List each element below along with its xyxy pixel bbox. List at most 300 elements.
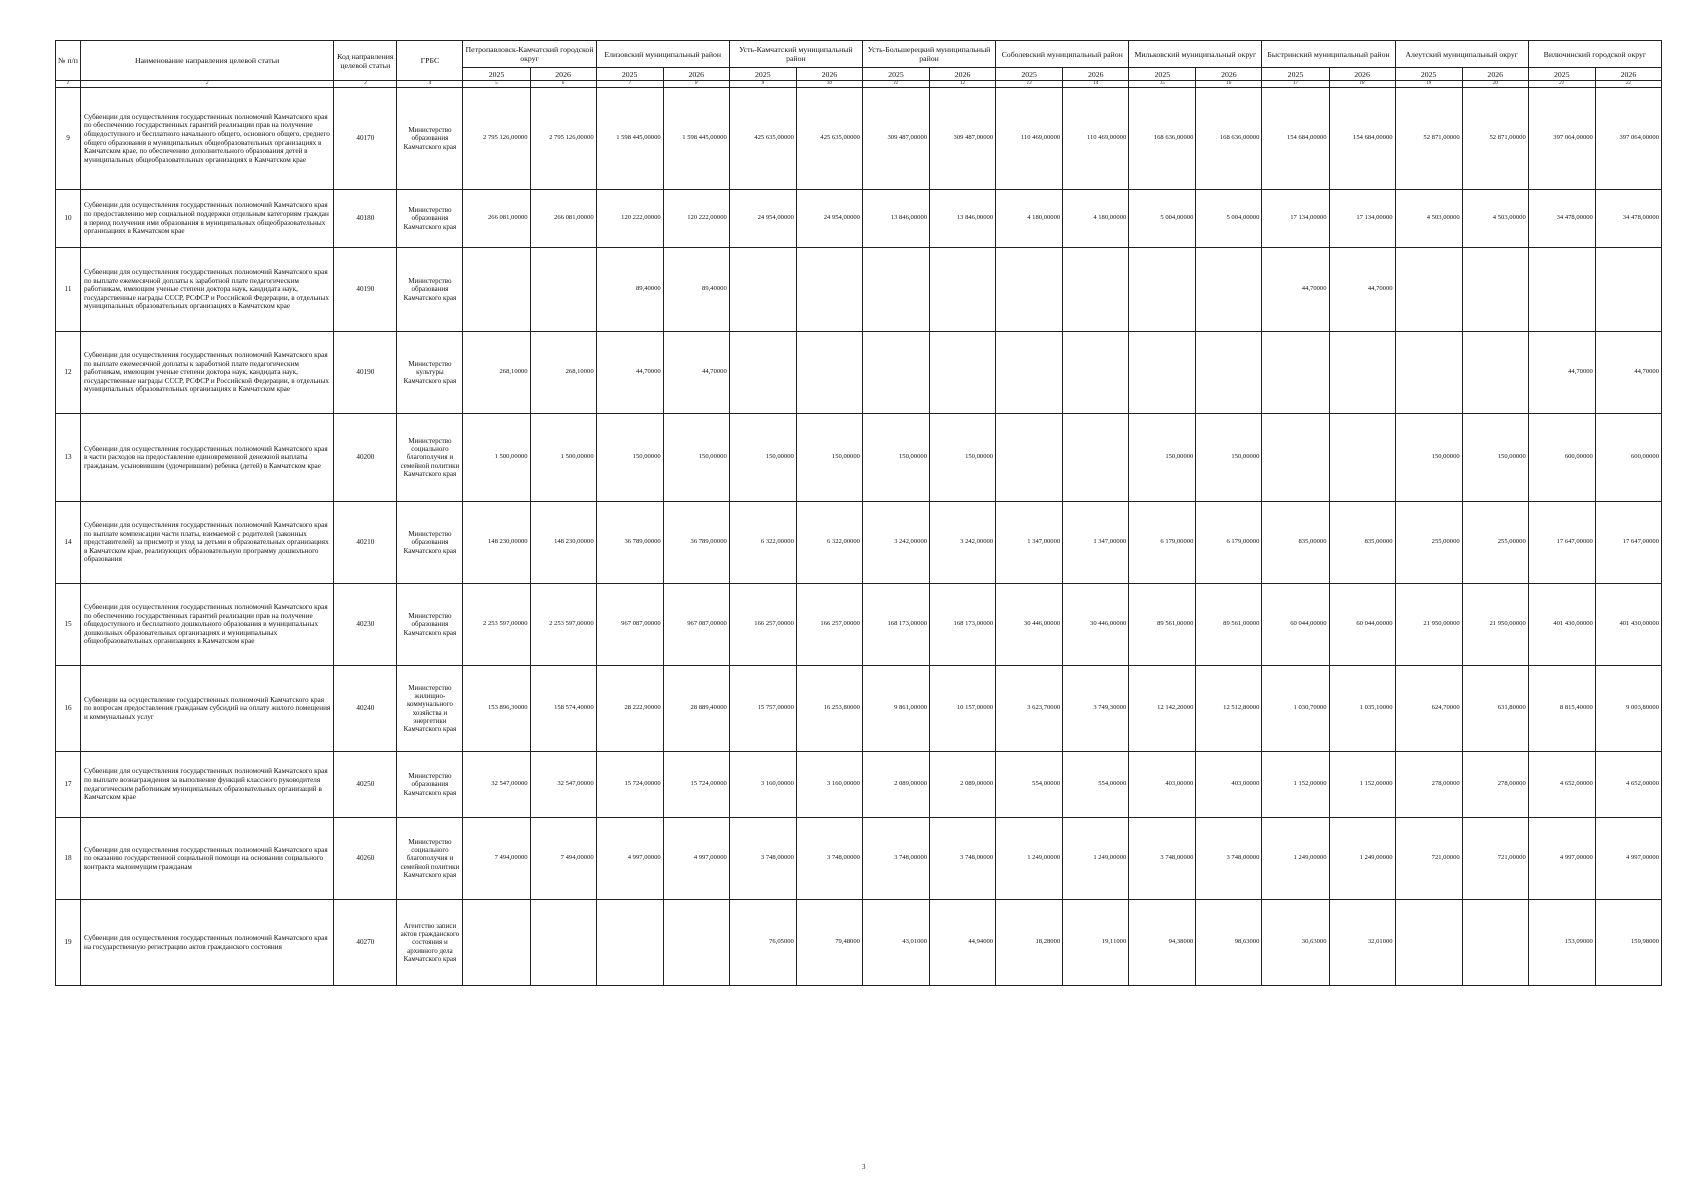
- value-cell: 3 748,00000: [796, 818, 862, 900]
- value-cell: 15 724,00000: [596, 752, 663, 818]
- value-cell: 21 950,00000: [1462, 584, 1528, 666]
- value-cell: 15 724,00000: [663, 752, 729, 818]
- row-name: Субвенции для осуществления государственных полномочий Камчатского края по обеспечению государственных гарантий реализации прав на получение общедоступного и бесплатного начального общего, основного общего, среднего общего образования в муниципальных общеобразовательных организациях в Камчатском крае, по обеспечению дополнительного образования детей в муниципальных общеобразовательных организациях в Камчатском крае: [81, 88, 334, 190]
- value-cell: 4 652,00000: [1595, 752, 1661, 818]
- year-header: 2025: [1129, 68, 1196, 81]
- value-cell: 153,09000: [1528, 900, 1595, 986]
- value-cell: [530, 248, 596, 332]
- table-row: [56, 248, 1662, 332]
- value-cell: [1129, 248, 1196, 332]
- value-cell: 278,00000: [1395, 752, 1462, 818]
- column-index-cell: 2: [81, 81, 334, 88]
- value-cell: 12 142,20000: [1129, 666, 1196, 752]
- value-cell: 4 503,00000: [1395, 190, 1462, 248]
- row-name: Субвенции на осуществление государственных полномочий Камчатского края по вопросам предоставления гражданам субсидий на оплату жилого помещения и коммунальных услуг: [81, 666, 334, 752]
- column-index-cell: 18: [1329, 81, 1395, 88]
- value-cell: [1063, 248, 1129, 332]
- value-cell: 168 636,00000: [1129, 88, 1196, 190]
- column-index-row: [56, 81, 1662, 88]
- value-cell: 2 253 597,00000: [530, 584, 596, 666]
- year-header: 2025: [1528, 68, 1595, 81]
- value-cell: 150,00000: [862, 414, 929, 502]
- value-cell: 153 896,30000: [463, 666, 530, 752]
- page-number: 3: [862, 1163, 866, 1171]
- value-cell: 89 561,00000: [1129, 584, 1196, 666]
- value-cell: 30 446,00000: [1063, 584, 1129, 666]
- value-cell: 24 954,00000: [796, 190, 862, 248]
- value-cell: 10 157,00000: [930, 666, 996, 752]
- col-header-code: Код направления целевой статьи: [334, 41, 397, 81]
- value-cell: 13 846,00000: [930, 190, 996, 248]
- row-code: 40270: [334, 900, 397, 986]
- row-name: Субвенции для осуществления государственных полномочий Камчатского края по оказанию государственной социальной помощи на основании социального контракта малоимущим гражданам: [81, 818, 334, 900]
- district-header: Алеутский муниципальный округ: [1395, 41, 1528, 68]
- value-cell: 2 795 126,00000: [463, 88, 530, 190]
- value-cell: 150,00000: [729, 414, 796, 502]
- value-cell: 7 494,00000: [463, 818, 530, 900]
- column-index-cell: 4: [397, 81, 463, 88]
- value-cell: 79,48000: [796, 900, 862, 986]
- row-name: Субвенции для осуществления государственных полномочий Камчатского края на государственную регистрацию актов гражданского состояния: [81, 900, 334, 986]
- value-cell: 150,00000: [1395, 414, 1462, 502]
- value-cell: 2 089,00000: [862, 752, 929, 818]
- value-cell: 554,00000: [996, 752, 1063, 818]
- value-cell: 266 081,00000: [530, 190, 596, 248]
- value-cell: 18,28000: [996, 900, 1063, 986]
- value-cell: 44,70000: [1262, 248, 1329, 332]
- row-number: 14: [56, 502, 81, 584]
- row-grbs: Министерство образования Камчатского края: [397, 88, 463, 190]
- value-cell: 168 173,00000: [930, 584, 996, 666]
- column-index-cell: 3: [334, 81, 397, 88]
- value-cell: 1 347,00000: [1063, 502, 1129, 584]
- subvention-table: [55, 40, 1662, 986]
- value-cell: [1395, 248, 1462, 332]
- value-cell: 1 152,00000: [1262, 752, 1329, 818]
- value-cell: [663, 900, 729, 986]
- value-cell: 154 684,00000: [1262, 88, 1329, 190]
- value-cell: 168 636,00000: [1196, 88, 1262, 190]
- value-cell: 17 647,00000: [1528, 502, 1595, 584]
- value-cell: 60 044,00000: [1262, 584, 1329, 666]
- value-cell: 76,05000: [729, 900, 796, 986]
- value-cell: 397 064,00000: [1528, 88, 1595, 190]
- value-cell: 19,11000: [1063, 900, 1129, 986]
- value-cell: 17 134,00000: [1262, 190, 1329, 248]
- value-cell: 554,00000: [1063, 752, 1129, 818]
- value-cell: [862, 248, 929, 332]
- value-cell: [1462, 900, 1528, 986]
- value-cell: [729, 248, 796, 332]
- value-cell: 1 249,00000: [1329, 818, 1395, 900]
- column-index-cell: 21: [1528, 81, 1595, 88]
- value-cell: 266 081,00000: [463, 190, 530, 248]
- value-cell: 403,00000: [1196, 752, 1262, 818]
- value-cell: 4 997,00000: [596, 818, 663, 900]
- value-cell: 309 487,00000: [862, 88, 929, 190]
- value-cell: 3 160,00000: [729, 752, 796, 818]
- value-cell: 28 889,40000: [663, 666, 729, 752]
- table-row: [56, 190, 1662, 248]
- row-number: 19: [56, 900, 81, 986]
- value-cell: 17 647,00000: [1595, 502, 1661, 584]
- value-cell: 721,00000: [1395, 818, 1462, 900]
- value-cell: 6 179,00000: [1196, 502, 1262, 584]
- value-cell: 44,70000: [1329, 248, 1395, 332]
- table-row: [56, 332, 1662, 414]
- value-cell: 268,10000: [463, 332, 530, 414]
- value-cell: 158 574,40000: [530, 666, 596, 752]
- column-index-cell: 14: [1063, 81, 1129, 88]
- value-cell: 148 230,00000: [530, 502, 596, 584]
- value-cell: 3 623,70000: [996, 666, 1063, 752]
- value-cell: [996, 332, 1063, 414]
- value-cell: [1063, 332, 1129, 414]
- row-grbs: Министерство социального благополучия и семейной политики Камчатского края: [397, 414, 463, 502]
- value-cell: 3 160,00000: [796, 752, 862, 818]
- value-cell: 1 500,00000: [463, 414, 530, 502]
- value-cell: 12 512,80000: [1196, 666, 1262, 752]
- value-cell: 3 748,00000: [729, 818, 796, 900]
- value-cell: [596, 900, 663, 986]
- value-cell: 425 635,00000: [729, 88, 796, 190]
- value-cell: 3 749,30000: [1063, 666, 1129, 752]
- value-cell: [1462, 248, 1528, 332]
- table-row: [56, 752, 1662, 818]
- district-header: Вилючинский городской округ: [1528, 41, 1661, 68]
- value-cell: [1063, 414, 1129, 502]
- value-cell: 255,00000: [1462, 502, 1528, 584]
- value-cell: 835,00000: [1262, 502, 1329, 584]
- row-grbs: Министерство образования Камчатского края: [397, 752, 463, 818]
- year-header: 2025: [1262, 68, 1329, 81]
- year-header: 2026: [1063, 68, 1129, 81]
- row-number: 15: [56, 584, 81, 666]
- table-row: [56, 666, 1662, 752]
- year-header: 2025: [463, 68, 530, 81]
- col-header-name: Наименование направления целевой статьи: [81, 41, 334, 81]
- row-name: Субвенции для осуществления государственных полномочий Камчатского края по выплате компенсации части платы, взимаемой с родителей (законных представителей) за присмотр и уход за детьми в образовательных организациях в Камчатском крае, реализующих образовательную программу дошкольного образования: [81, 502, 334, 584]
- value-cell: 32,01000: [1329, 900, 1395, 986]
- value-cell: 150,00000: [1129, 414, 1196, 502]
- value-cell: 44,94000: [930, 900, 996, 986]
- row-code: 40170: [334, 88, 397, 190]
- value-cell: 5 004,00000: [1196, 190, 1262, 248]
- table-row: [56, 88, 1662, 190]
- value-cell: 32 547,00000: [530, 752, 596, 818]
- table-row: [56, 414, 1662, 502]
- value-cell: 1 598 445,00000: [663, 88, 729, 190]
- year-header: 2025: [596, 68, 663, 81]
- value-cell: 3 748,00000: [930, 818, 996, 900]
- value-cell: 154 684,00000: [1329, 88, 1395, 190]
- value-cell: 168 173,00000: [862, 584, 929, 666]
- year-header: 2025: [862, 68, 929, 81]
- district-header: Усть-Камчатский муниципальный район: [729, 41, 862, 68]
- row-number: 9: [56, 88, 81, 190]
- value-cell: [729, 332, 796, 414]
- value-cell: 94,38000: [1129, 900, 1196, 986]
- row-name: Субвенции для осуществления государственных полномочий Камчатского края по выплате вознаграждения за выполнение функций классного руководителя педагогическим работникам муниципальных образовательных организаций в Камчатском крае: [81, 752, 334, 818]
- value-cell: 44,70000: [1528, 332, 1595, 414]
- row-number: 16: [56, 666, 81, 752]
- value-cell: 624,70000: [1395, 666, 1462, 752]
- year-header: 2026: [1595, 68, 1661, 81]
- value-cell: 1 598 445,00000: [596, 88, 663, 190]
- table-header: [56, 41, 1662, 88]
- value-cell: 36 789,00000: [663, 502, 729, 584]
- column-index-cell: 16: [1196, 81, 1262, 88]
- value-cell: 600,00000: [1595, 414, 1661, 502]
- value-cell: 89,40000: [663, 248, 729, 332]
- column-index-cell: 5: [463, 81, 530, 88]
- value-cell: 4 503,00000: [1462, 190, 1528, 248]
- value-cell: 150,00000: [930, 414, 996, 502]
- row-name: Субвенции для осуществления государственных полномочий Камчатского края по выплате ежемесячной доплаты к заработной плате педагогическим работникам, имеющим ученые степени доктора наук, кандидата наук, государственные награды СССР, РСФСР и Российской Федерации, в отдельных муниципальных образовательных организациях в Камчатском крае: [81, 248, 334, 332]
- value-cell: 110 469,00000: [996, 88, 1063, 190]
- value-cell: 721,00000: [1462, 818, 1528, 900]
- value-cell: 1 030,70000: [1262, 666, 1329, 752]
- column-index-cell: 19: [1395, 81, 1462, 88]
- value-cell: 89 561,00000: [1196, 584, 1262, 666]
- row-number: 18: [56, 818, 81, 900]
- value-cell: 150,00000: [1462, 414, 1528, 502]
- value-cell: 4 997,00000: [1595, 818, 1661, 900]
- value-cell: 43,01000: [862, 900, 929, 986]
- value-cell: [996, 248, 1063, 332]
- row-code: 40210: [334, 502, 397, 584]
- value-cell: 9 003,80000: [1595, 666, 1661, 752]
- value-cell: 15 757,00000: [729, 666, 796, 752]
- value-cell: 28 222,90000: [596, 666, 663, 752]
- value-cell: [1395, 332, 1462, 414]
- value-cell: 268,10000: [530, 332, 596, 414]
- value-cell: 1 249,00000: [1262, 818, 1329, 900]
- value-cell: 30 446,00000: [996, 584, 1063, 666]
- row-grbs: Министерство жилищно-коммунального хозяйства и энергетики Камчатского края: [397, 666, 463, 752]
- row-grbs: Министерство культуры Камчатского края: [397, 332, 463, 414]
- value-cell: 52 871,00000: [1395, 88, 1462, 190]
- value-cell: 89,40000: [596, 248, 663, 332]
- value-cell: 34 478,00000: [1595, 190, 1661, 248]
- column-index-cell: 11: [862, 81, 929, 88]
- value-cell: 278,00000: [1462, 752, 1528, 818]
- year-header: 2026: [1462, 68, 1528, 81]
- value-cell: 24 954,00000: [729, 190, 796, 248]
- row-code: 40190: [334, 248, 397, 332]
- value-cell: 6 322,00000: [796, 502, 862, 584]
- row-code: 40260: [334, 818, 397, 900]
- value-cell: 1 249,00000: [1063, 818, 1129, 900]
- row-grbs: Министерство социального благополучия и семейной политики Камчатского края: [397, 818, 463, 900]
- value-cell: 4 180,00000: [1063, 190, 1129, 248]
- value-cell: 3 748,00000: [1196, 818, 1262, 900]
- value-cell: 6 179,00000: [1129, 502, 1196, 584]
- row-code: 40230: [334, 584, 397, 666]
- column-index-cell: 9: [729, 81, 796, 88]
- value-cell: [1129, 332, 1196, 414]
- row-code: 40190: [334, 332, 397, 414]
- value-cell: 44,70000: [596, 332, 663, 414]
- column-index-cell: 1: [56, 81, 81, 88]
- value-cell: 150,00000: [796, 414, 862, 502]
- value-cell: 1 347,00000: [996, 502, 1063, 584]
- year-header: 2026: [530, 68, 596, 81]
- row-number: 12: [56, 332, 81, 414]
- row-grbs: Министерство образования Камчатского края: [397, 190, 463, 248]
- value-cell: 1 035,10000: [1329, 666, 1395, 752]
- row-name: Субвенции для осуществления государственных полномочий Камчатского края по предоставлению мер социальной поддержки отдельным категориям граждан в период получения ими образования в муниципальных общеобразовательных организациях в Камчатском крае: [81, 190, 334, 248]
- value-cell: 1 152,00000: [1329, 752, 1395, 818]
- value-cell: [1528, 248, 1595, 332]
- value-cell: [996, 414, 1063, 502]
- value-cell: 16 253,80000: [796, 666, 862, 752]
- row-code: 40240: [334, 666, 397, 752]
- value-cell: 34 478,00000: [1528, 190, 1595, 248]
- value-cell: 2 795 126,00000: [530, 88, 596, 190]
- value-cell: 3 748,00000: [1129, 818, 1196, 900]
- row-name: Субвенции для осуществления государственных полномочий Камчатского края по обеспечению государственных гарантий реализации прав на получение общедоступного и бесплатного дошкольного образования в муниципальных дошкольных образовательных организациях и муниципальных общеобразовательных организациях в Камчатском крае: [81, 584, 334, 666]
- row-grbs: Министерство образования Камчатского края: [397, 248, 463, 332]
- value-cell: 2 253 597,00000: [463, 584, 530, 666]
- value-cell: 7 494,00000: [530, 818, 596, 900]
- value-cell: 4 997,00000: [1528, 818, 1595, 900]
- row-number: 13: [56, 414, 81, 502]
- row-grbs: Министерство образования Камчатского края: [397, 502, 463, 584]
- value-cell: 4 997,00000: [663, 818, 729, 900]
- table-row: [56, 584, 1662, 666]
- value-cell: [796, 248, 862, 332]
- value-cell: 967 087,00000: [663, 584, 729, 666]
- column-index-cell: 12: [930, 81, 996, 88]
- value-cell: 2 089,00000: [930, 752, 996, 818]
- value-cell: 98,63000: [1196, 900, 1262, 986]
- value-cell: 110 469,00000: [1063, 88, 1129, 190]
- value-cell: 17 134,00000: [1329, 190, 1395, 248]
- row-code: 40250: [334, 752, 397, 818]
- value-cell: [862, 332, 929, 414]
- district-header: Елизовский муниципальный район: [596, 41, 729, 68]
- row-name: Субвенции для осуществления государственных полномочий Камчатского края в части расходов на предоставление единовременной денежной выплаты гражданам, усыновившим (удочерившим) ребенка (детей) в Камчатском крае: [81, 414, 334, 502]
- value-cell: 44,70000: [1595, 332, 1661, 414]
- value-cell: 159,98000: [1595, 900, 1661, 986]
- year-header: 2026: [930, 68, 996, 81]
- year-header: 2026: [1329, 68, 1395, 81]
- table-row: [56, 900, 1662, 986]
- col-header-grbs: ГРБС: [397, 41, 463, 81]
- column-index-cell: 6: [530, 81, 596, 88]
- value-cell: 403,00000: [1129, 752, 1196, 818]
- row-name: Субвенции для осуществления государственных полномочий Камчатского края по выплате ежемесячной доплаты к заработной плате педагогическим работникам, имеющим ученые степени доктора наук, кандидата наук, государственные награды СССР, РСФСР и Российской Федерации, в отдельных муниципальных образовательных организациях в Камчатском крае: [81, 332, 334, 414]
- value-cell: 32 547,00000: [463, 752, 530, 818]
- col-header-num: № п/п: [56, 41, 81, 81]
- value-cell: 631,80000: [1462, 666, 1528, 752]
- budget-table-sheet: [55, 40, 1662, 986]
- column-index-cell: 17: [1262, 81, 1329, 88]
- value-cell: [796, 332, 862, 414]
- district-header: Усть-Большерецкий муниципальный район: [862, 41, 995, 68]
- value-cell: [1395, 900, 1462, 986]
- value-cell: [1196, 332, 1262, 414]
- value-cell: 166 257,00000: [796, 584, 862, 666]
- value-cell: 401 430,00000: [1595, 584, 1661, 666]
- value-cell: [530, 900, 596, 986]
- column-index-cell: 22: [1595, 81, 1661, 88]
- district-header: Петропавловск-Камчатский городской округ: [463, 41, 596, 68]
- value-cell: 150,00000: [596, 414, 663, 502]
- value-cell: [1329, 332, 1395, 414]
- column-index-cell: 13: [996, 81, 1063, 88]
- row-grbs: Агентство записи актов гражданского состояния и архивного дела Камчатского края: [397, 900, 463, 986]
- row-code: 40180: [334, 190, 397, 248]
- value-cell: 4 652,00000: [1528, 752, 1595, 818]
- value-cell: [1595, 248, 1661, 332]
- value-cell: [463, 900, 530, 986]
- row-code: 40200: [334, 414, 397, 502]
- table-row: [56, 502, 1662, 584]
- value-cell: 600,00000: [1528, 414, 1595, 502]
- value-cell: 5 004,00000: [1129, 190, 1196, 248]
- column-index-cell: 15: [1129, 81, 1196, 88]
- value-cell: 401 430,00000: [1528, 584, 1595, 666]
- value-cell: 52 871,00000: [1462, 88, 1528, 190]
- value-cell: 60 044,00000: [1329, 584, 1395, 666]
- value-cell: 1 249,00000: [996, 818, 1063, 900]
- year-header: 2026: [663, 68, 729, 81]
- column-index-cell: 7: [596, 81, 663, 88]
- column-index-cell: 8: [663, 81, 729, 88]
- row-number: 10: [56, 190, 81, 248]
- column-index-cell: 20: [1462, 81, 1528, 88]
- value-cell: 13 846,00000: [862, 190, 929, 248]
- value-cell: 166 257,00000: [729, 584, 796, 666]
- value-cell: [1196, 248, 1262, 332]
- value-cell: 21 950,00000: [1395, 584, 1462, 666]
- value-cell: 3 242,00000: [862, 502, 929, 584]
- value-cell: 3 242,00000: [930, 502, 996, 584]
- value-cell: 120 222,00000: [663, 190, 729, 248]
- value-cell: 1 500,00000: [530, 414, 596, 502]
- value-cell: 150,00000: [663, 414, 729, 502]
- district-header: Мильковский муниципальный округ: [1129, 41, 1262, 68]
- value-cell: 397 064,00000: [1595, 88, 1661, 190]
- year-header: 2026: [796, 68, 862, 81]
- value-cell: 835,00000: [1329, 502, 1395, 584]
- value-cell: 3 748,00000: [862, 818, 929, 900]
- value-cell: 44,70000: [663, 332, 729, 414]
- value-cell: [463, 248, 530, 332]
- value-cell: 120 222,00000: [596, 190, 663, 248]
- value-cell: 967 087,00000: [596, 584, 663, 666]
- value-cell: 36 789,00000: [596, 502, 663, 584]
- value-cell: 30,63000: [1262, 900, 1329, 986]
- value-cell: 8 815,40000: [1528, 666, 1595, 752]
- row-number: 11: [56, 248, 81, 332]
- value-cell: [930, 332, 996, 414]
- year-header: 2026: [1196, 68, 1262, 81]
- value-cell: 255,00000: [1395, 502, 1462, 584]
- value-cell: [930, 248, 996, 332]
- column-index-cell: 10: [796, 81, 862, 88]
- value-cell: 150,00000: [1196, 414, 1262, 502]
- table-body: [56, 88, 1662, 986]
- value-cell: 9 861,00000: [862, 666, 929, 752]
- value-cell: [1262, 414, 1329, 502]
- value-cell: 309 487,00000: [930, 88, 996, 190]
- table-row: [56, 818, 1662, 900]
- district-header: Быстринский муниципальный район: [1262, 41, 1395, 68]
- value-cell: 425 635,00000: [796, 88, 862, 190]
